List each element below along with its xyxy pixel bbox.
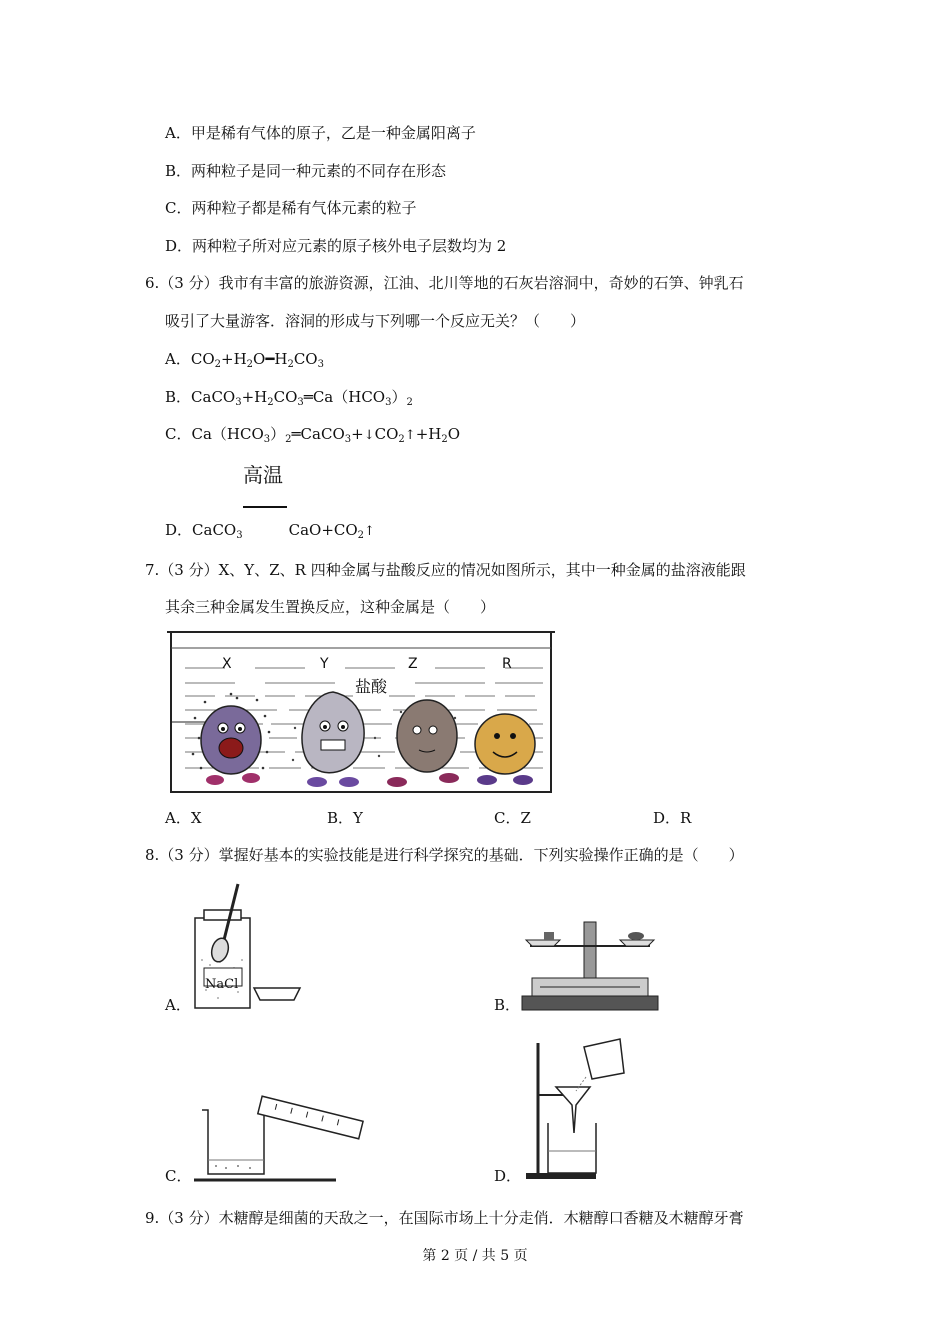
q8-figure-d xyxy=(520,1033,635,1183)
page-footer: 第 2 页 / 共 5 页 xyxy=(422,1248,528,1264)
q6-option-b: B．$CaCO_3+H_2CO_3═Ca(HCO_3)_2$ xyxy=(165,388,413,408)
q5-option-c: C．两种粒子都是稀有气体元素的粒子 xyxy=(165,199,417,217)
metal-y-figure xyxy=(292,692,380,787)
q6-stem-line2: 吸引了大量游客．溶洞的形成与下列哪一个反应无关？（ ） xyxy=(165,312,586,330)
q8-figure-b xyxy=(520,918,662,1013)
q6-option-a: A．$CO_2+H_2O━H_2CO_3$ xyxy=(165,350,324,370)
q8-figure-c xyxy=(190,1088,370,1183)
q7-metals-in-acid-figure xyxy=(165,628,560,798)
q6-stem-line1: 6.（3 分）我市有丰富的旅游资源，江油、北川等地的石灰岩溶洞中，奇妙的石笋、钟乳石 xyxy=(145,274,744,292)
metal-x-figure xyxy=(192,693,271,785)
q7-label-y: Y xyxy=(320,656,329,672)
q7-stem-line2: 其余三种金属发生置换反应，这种金属是（ ） xyxy=(165,598,496,616)
q7-label-z: Z xyxy=(408,656,418,672)
q7-option-c: C．Z xyxy=(494,809,531,827)
q6-reaction-condition: 高温 xyxy=(243,463,283,487)
q8-option-c: C． xyxy=(165,1167,192,1185)
q8-option-d: D． xyxy=(494,1167,522,1185)
q5-option-d: D．两种粒子所对应元素的原子核外电子层数均为 2 xyxy=(165,237,507,255)
q5-option-b: B．两种粒子是同一种元素的不同存在形态 xyxy=(165,162,447,180)
q7-stem-line1: 7.（3 分）X、Y、Z、R 四种金属与盐酸反应的情况如图所示，其中一种金属的盐溶液能跟 xyxy=(145,561,746,579)
q7-option-d: D．R xyxy=(653,809,692,827)
q8-nacl-label: NaCl xyxy=(205,977,239,992)
q7-label-x: X xyxy=(222,656,232,672)
metal-r-figure xyxy=(475,714,535,785)
metal-z-figure xyxy=(387,700,459,787)
q7-label-hcl: 盐酸 xyxy=(353,674,389,697)
q6-reaction-bar xyxy=(243,506,287,508)
q6-option-d: D．CaCO$_3$ $CaO+CO_2↑$ xyxy=(165,521,375,541)
q6-option-c: C．$Ca(HCO_3)_2═CaCO_3+↓CO_2↑+H_2O$ xyxy=(165,425,461,445)
q7-label-r: R xyxy=(502,656,512,672)
q8-stem-line1: 8.（3 分）掌握好基本的实验技能是进行科学探究的基础．下列实验操作正确的是（ ） xyxy=(145,846,744,864)
q8-option-a: A． xyxy=(165,996,191,1014)
q7-option-a: A．X xyxy=(165,809,202,827)
q5-option-a: A．甲是稀有气体的原子，乙是一种金属阳离子 xyxy=(165,124,476,142)
q9-stem-line1: 9.（3 分）木糖醇是细菌的天敌之一，在国际市场上十分走俏．木糖醇口香糖及木糖醇牙膏 xyxy=(145,1209,744,1227)
q8-option-b: B． xyxy=(494,996,521,1014)
q7-option-b: B．Y xyxy=(327,809,363,827)
